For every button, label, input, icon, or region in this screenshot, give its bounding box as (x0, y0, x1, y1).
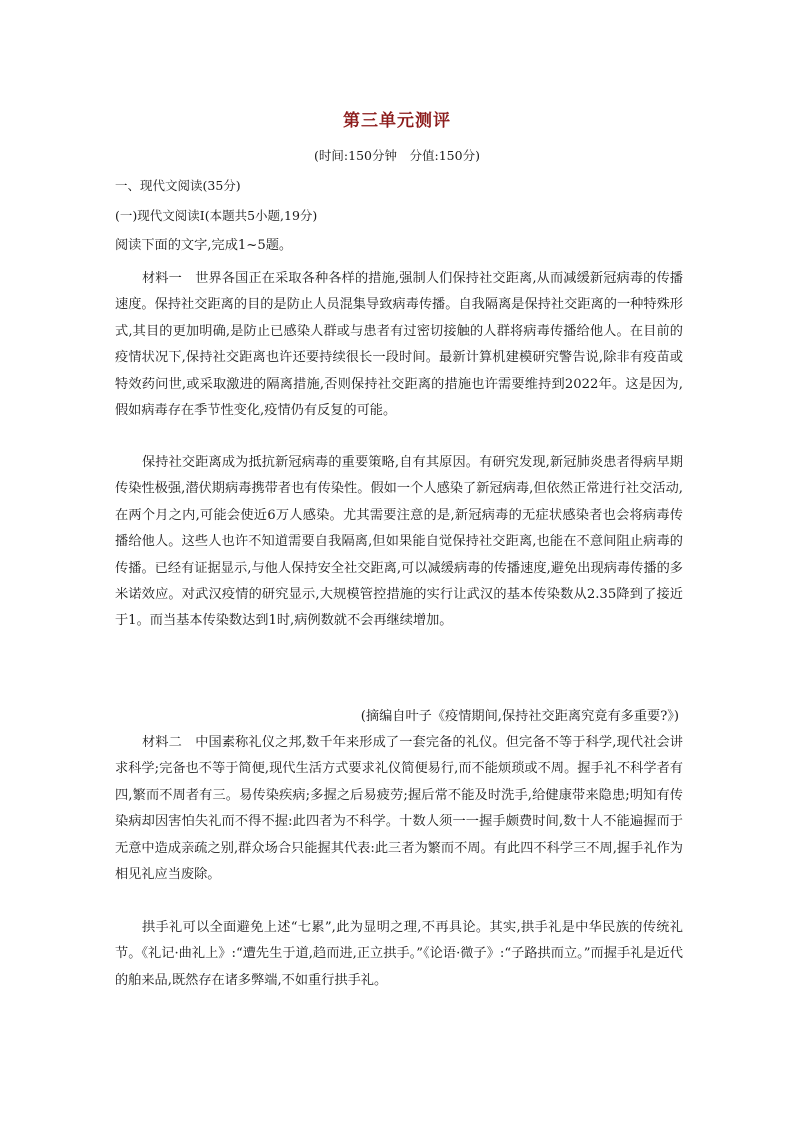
paragraph-social-distance (115, 450, 683, 635)
paragraph-text: 材料一 世界各国正在采取各种各样的措施,强制人们保持社交距离,从而减缓新冠病毒的传播速度。保持社交距离的目的是防止人员混集导致病毒传播。自我隔离是保持社交距离的一种特殊形式,其目的更加明确,是防止已感染人群或与患者有过密切接触的人群将病毒传播给他人。在目前的疫情状况下,保持社交距离也许还要持续很长一段时间。最新计算机建模研究警告说,除非有疫苗或特效药问世,或采取激进的隔离措施,否则保持社交距离的措施也许需要维持到2022年。这是因为,假如病毒存在季节性变化,疫情仍有反复的可能。 (115, 271, 683, 419)
subsection-heading: (一)现代文阅读Ⅰ(本题共5小题,19分) (115, 208, 318, 223)
source-note: (摘编自叶子《疫情期间,保持社交距离究竟有多重要?》) (360, 709, 679, 724)
instruction: 阅读下面的文字,完成1~5题。 (115, 238, 293, 253)
paragraph-text: 材料二 中国素称礼仪之邦,数千年来形成了一套完备的礼仪。但完备不等于科学,现代社会讲求科学;完备也不等于简便,现代生活方式要求礼仪简便易行,而不能烦琐或不周。握手礼不科学者有四,繁而不周者有三。易传染疾病;多握之后易疲劳;握后常不能及时洗手,给健康带来隐患;明知有传染病却因害怕失礼而不得不握:此四者为不科学。十数人须一一握手颇费时间,数十人不能遍握而于无意中造成亲疏之别,群众场合只能握其代表:此三者为繁而不周。有此四不科学三不周,握手礼作为相见礼应当废除。 (115, 735, 683, 883)
exam-info: (时间:150分钟 分值:150分) (314, 148, 480, 163)
section-heading: 一、现代文阅读(35分) (115, 178, 241, 193)
paragraph-material-two (115, 730, 683, 888)
paragraph-text: 保持社交距离成为抵抗新冠病毒的重要策略,自有其原因。有研究发现,新冠肺炎患者得病早期传染性极强,潜伏期病毒携带者也有传染性。假如一个人感染了新冠病毒,但依然正常进行社交活动,在两个月之内,可能会使近6万人感染。尤其需要注意的是,新冠病毒的无症状感染者也会将病毒传播给他人。这些人也许不知道需要自我隔离,但如果能自觉保持社交距离,也能在不意间阻止病毒的传播。已经有证据显示,与他人保持安全社交距离,可以减缓病毒的传播速度,避免出现病毒传播的多米诺效应。对武汉疫情的研究显示,大规模管控措施的实行让武汉的基本传染数从2.35降到了接近于1。而当基本传染数达到1时,病例数就不会再继续增加。 (115, 455, 683, 629)
page-title: 第三单元测评 (343, 111, 451, 131)
paragraph-text: 拱手礼可以全面避免上述“七累”,此为显明之理,不再具论。其实,拱手礼是中华民族的传统礼节。《礼记·曲礼上》:“遭先生于道,趋而进,正立拱手。”《论语·微子》:“子路拱而立。”而握手礼是近代的舶来品,既然存在诸多弊端,不如重行拱手礼。 (115, 920, 683, 988)
paragraph-material-one (115, 266, 683, 424)
paragraph-gongshou (115, 915, 683, 994)
